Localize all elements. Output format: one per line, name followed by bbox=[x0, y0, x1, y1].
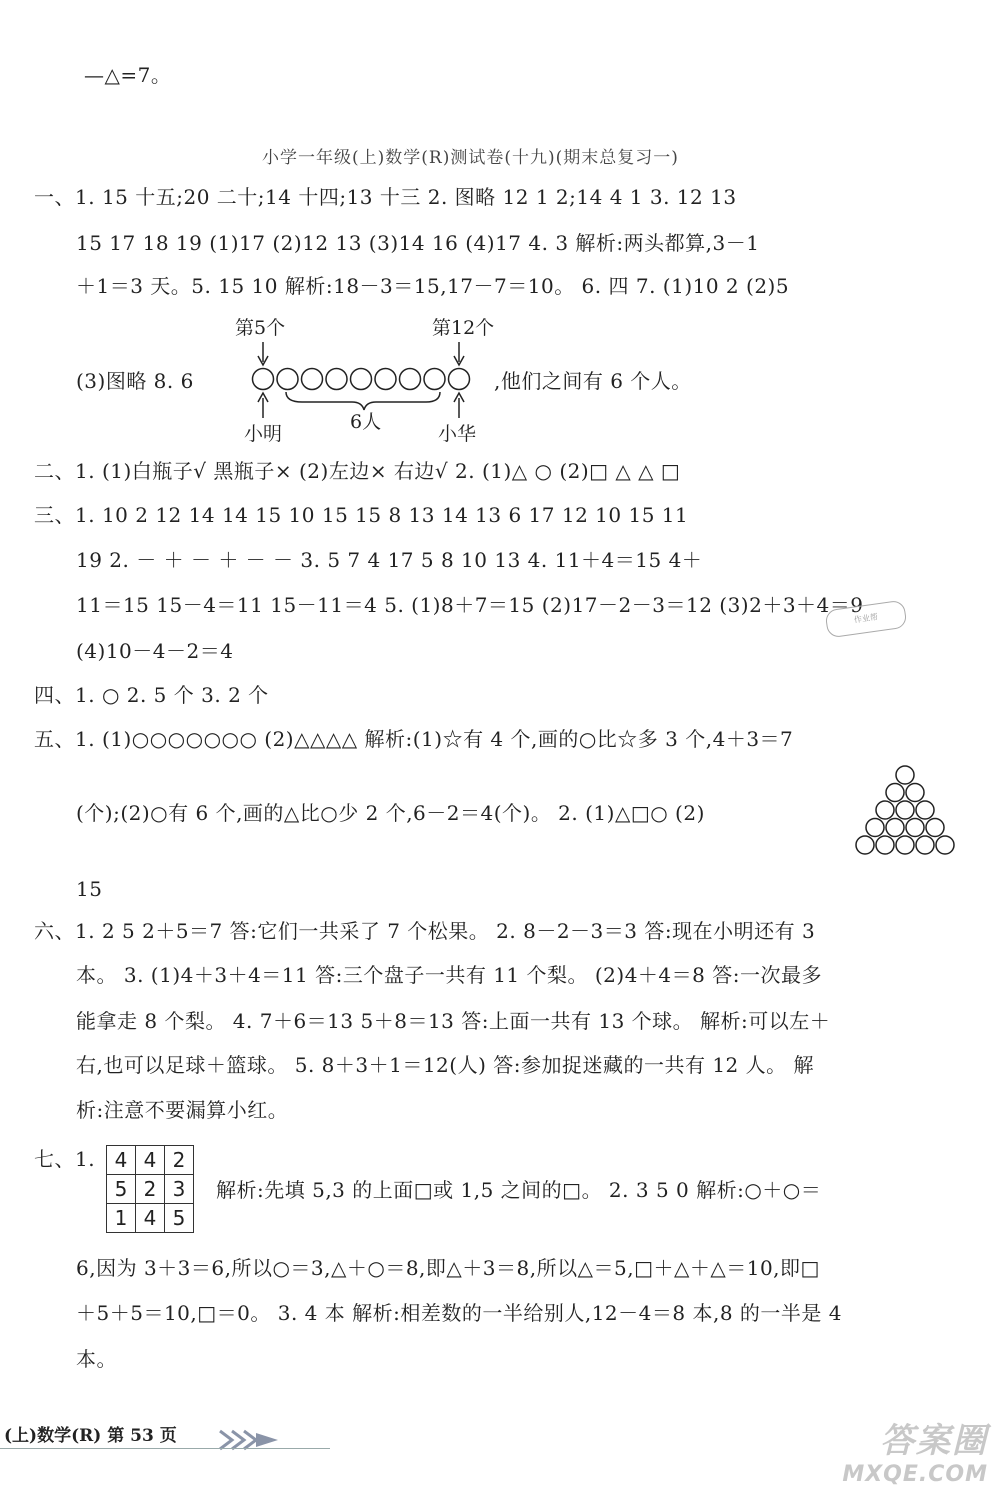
grid-cell: 2 bbox=[136, 1175, 165, 1204]
answer-line-10: 五、1. (1)○○○○○○○ (2)△△△△ 解析:(1)☆有 4 个,画的○比☆多 3 个,4＋3＝7 bbox=[34, 727, 794, 751]
label-12th: 第12个 bbox=[432, 317, 495, 339]
grid-row bbox=[107, 1146, 194, 1175]
watermark bbox=[842, 1413, 988, 1487]
grid-cell: 5 bbox=[107, 1175, 136, 1204]
label-xiaoming: 小明 bbox=[244, 423, 283, 445]
grid-cell: 4 bbox=[107, 1146, 136, 1175]
answer-line-4: 二、1. (1)白瓶子√ 黑瓶子× (2)左边× 右边√ 2. (1)△ ○ (2)□ △ △ □ bbox=[34, 459, 681, 483]
person-circle bbox=[375, 369, 396, 390]
grid-cell: 5 bbox=[165, 1204, 194, 1233]
footer-rule bbox=[0, 1448, 330, 1449]
ball-triangle-figure bbox=[845, 765, 965, 857]
answer-line-1: 一、1. 15 十五;20 二十;14 十四;13 十三 2. 图略 12 1 2;14 4 1 3. 12 13 bbox=[34, 185, 737, 209]
grid-row bbox=[107, 1175, 194, 1204]
number-grid bbox=[106, 1145, 194, 1233]
people-circles bbox=[253, 369, 470, 390]
answer-line-9: 四、1. ○ 2. 5 个 3. 2 个 bbox=[34, 683, 269, 707]
ball-circle bbox=[896, 766, 914, 784]
ball-circle bbox=[906, 819, 924, 837]
label-xiaohua: 小华 bbox=[438, 423, 477, 445]
page-footer: (上)数学(R) 第 53 页 bbox=[4, 1426, 177, 1446]
person-circle bbox=[400, 369, 421, 390]
watermark-url: MXQE.COM bbox=[842, 1462, 988, 1487]
label-5th: 第5个 bbox=[235, 317, 286, 339]
ball-circle bbox=[876, 801, 894, 819]
answer-line-5: 三、1. 10 2 12 14 14 15 10 15 15 8 13 14 13 6 17 12 10 15 11 bbox=[34, 503, 689, 527]
chevrons-icon bbox=[218, 1425, 288, 1455]
diagram-prefix: (3)图略 8. 6 bbox=[76, 369, 194, 393]
answer-line-7: 11＝15 15－4＝11 15－11＝4 5. (1)8＋7＝15 (2)17－2－3＝12 (3)2＋3＋4＝9 bbox=[76, 593, 864, 617]
ball-circle bbox=[936, 836, 954, 854]
watermark-logo: 答案圈 bbox=[880, 1421, 988, 1461]
answer-line-3: ＋1＝3 天。5. 15 10 解析:18－3＝15,17－7＝10。 6. 四 7. (1)10 2 (2)5 bbox=[76, 274, 790, 298]
answer-line-15: 15 bbox=[76, 877, 103, 901]
person-circle bbox=[302, 369, 323, 390]
answer-line-19: ＋5＋5＝10,□＝0。 3. 4 本 解析:相差数的一半给别人,12－4＝8 本,8 的一半是 4 bbox=[76, 1301, 842, 1325]
answer-line-17: 析:注意不要漏算小红。 bbox=[76, 1098, 289, 1122]
section-title: 小学一年级(上)数学(R)测试卷(十九)(期末总复习一) bbox=[262, 148, 679, 168]
stamp-text: 作业帮 bbox=[853, 612, 879, 625]
ball-circle bbox=[926, 819, 944, 837]
answer-line-13: 本。 3. (1)4＋3＋4＝11 答:三个盘子一共有 11 个梨。 (2)4＋4＝8 答:一次最多 bbox=[76, 963, 822, 987]
ball-circle bbox=[866, 819, 884, 837]
ball-circle bbox=[916, 801, 934, 819]
ball-circle bbox=[886, 819, 904, 837]
person-circle bbox=[351, 369, 372, 390]
ball-circle bbox=[886, 784, 904, 802]
grid-cell: 1 bbox=[107, 1204, 136, 1233]
people-line-diagram bbox=[230, 310, 500, 445]
grid-row bbox=[107, 1204, 194, 1233]
answer-line-11: (个);(2)○有 6 个,画的△比○少 2 个,6－2＝4(个)。 2. (1)△□○ (2) bbox=[76, 801, 705, 825]
person-circle bbox=[326, 369, 347, 390]
person-circle bbox=[424, 369, 445, 390]
person-circle bbox=[449, 369, 470, 390]
answer-line-12: 六、1. 2 5 2＋5＝7 答:它们一共采了 7 个松果。 2. 8－2－3＝3 答:现在小明还有 3 bbox=[34, 919, 816, 943]
grid-cell: 2 bbox=[165, 1146, 194, 1175]
answer-line-8: (4)10－4－2＝4 bbox=[76, 639, 234, 663]
grid-cell: 3 bbox=[165, 1175, 194, 1204]
person-circle bbox=[253, 369, 274, 390]
q7-line: 解析:先填 5,3 的上面□或 1,5 之间的□。 2. 3 5 0 解析:○＋○＝ bbox=[216, 1178, 822, 1202]
ball-circle bbox=[916, 836, 934, 854]
ball-circle bbox=[896, 836, 914, 854]
answer-line-6: 19 2. － ＋ － ＋ － － 3. 5 7 4 17 5 8 10 13 4. 11＋4＝15 4＋ bbox=[76, 548, 703, 572]
brace-label: 6人 bbox=[350, 411, 382, 433]
grid-cell: 4 bbox=[136, 1204, 165, 1233]
brace bbox=[286, 392, 440, 410]
ball-circle bbox=[896, 801, 914, 819]
person-circle bbox=[277, 369, 298, 390]
ball-circle bbox=[856, 836, 874, 854]
ball-circle bbox=[876, 836, 894, 854]
answer-line-2: 15 17 18 19 (1)17 (2)12 13 (3)14 16 (4)17 4. 3 解析:两头都算,3－1 bbox=[76, 231, 760, 255]
answer-line-14: 能拿走 8 个梨。 4. 7＋6＝13 5＋8＝13 答:上面一共有 13 个球。 解析:可以左＋ bbox=[76, 1009, 831, 1033]
top-line: —△=7。 bbox=[84, 63, 172, 87]
diagram-suffix: ,他们之间有 6 个人。 bbox=[494, 369, 692, 393]
answer-line-18: 6,因为 3＋3＝6,所以○＝3,△＋○＝8,即△＋3＝8,所以△＝5,□＋△＋△＝10,即□ bbox=[76, 1256, 820, 1280]
grid-cell: 4 bbox=[136, 1146, 165, 1175]
ball-circle bbox=[906, 784, 924, 802]
answer-line-16: 右,也可以足球＋篮球。 5. 8＋3＋1＝12(人) 答:参加捉迷藏的一共有 12 人。 解 bbox=[76, 1053, 814, 1077]
answer-line-20: 本。 bbox=[76, 1347, 117, 1371]
q7-prefix: 七、1. bbox=[34, 1147, 96, 1171]
